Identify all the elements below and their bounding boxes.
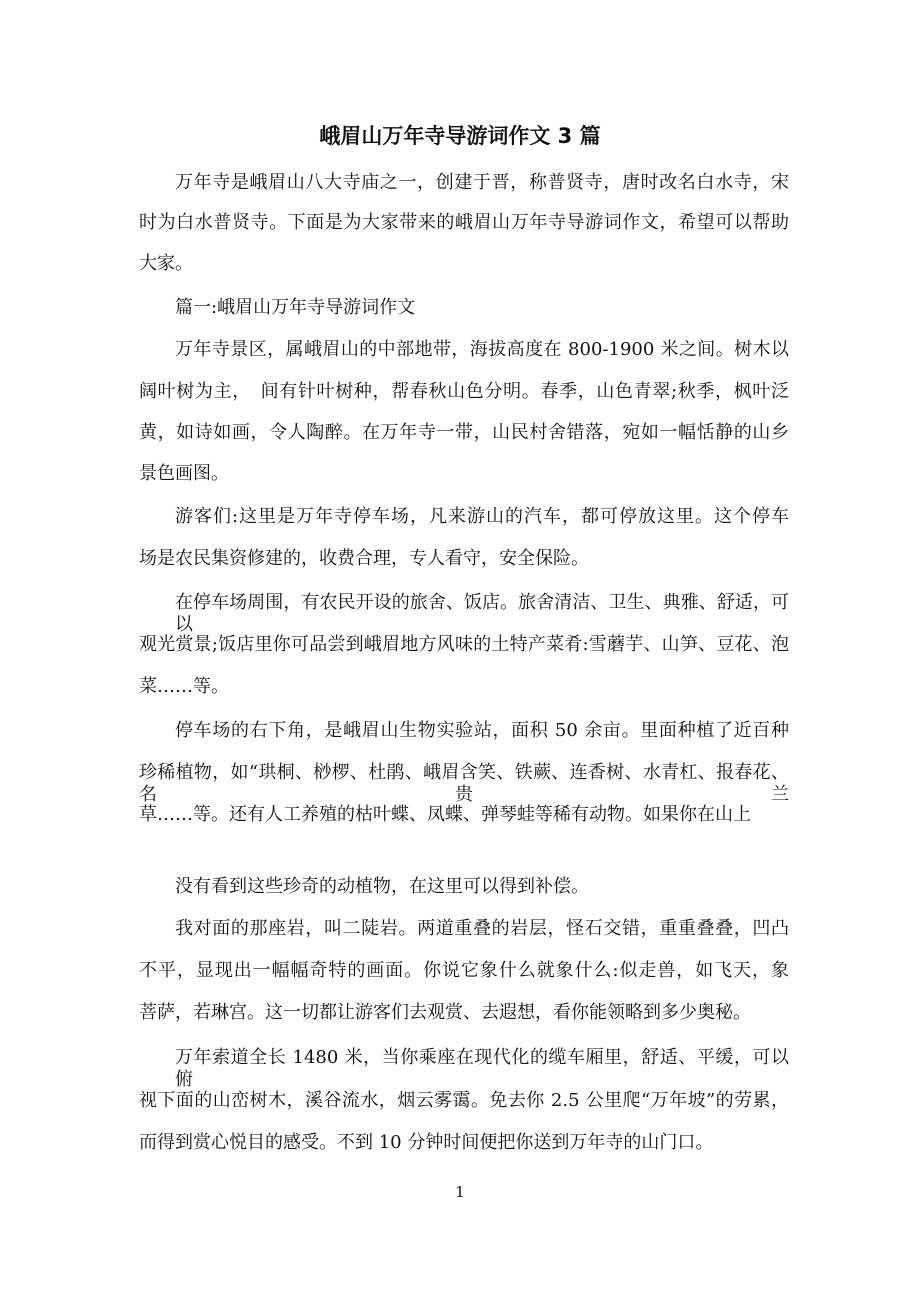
- paragraph-line: 篇一:峨眉山万年寺导游词作文: [175, 297, 416, 318]
- paragraph-line: 没有看到这些珍奇的动植物，在这里可以得到补偿。: [175, 876, 589, 897]
- paragraph-line: 视下面的山峦树木，溪谷流水，烟云雾霭。免去你 2.5 公里爬“万年坡”的劳累，: [139, 1090, 789, 1111]
- paragraph-line: 菩萨，若琳宫。这一切都让游客们去观赏、去遐想，看你能领略到多少奥秘。: [139, 1002, 751, 1023]
- paragraph-line: 时为白水普贤寺。下面是为大家带来的峨眉山万年寺导游词作文，希望可以帮助: [139, 212, 789, 233]
- paragraph-line: 我对面的那座岩，叫二陡岩。两道重叠的岩层，怪石交错，重重叠叠，凹凸: [175, 918, 789, 939]
- document-title: 峨眉山万年寺导游词作文 3 篇: [319, 124, 601, 148]
- paragraph-line: 停车场的右下角，是峨眉山生物实验站，面积 50 余亩。里面种植了近百种: [175, 720, 789, 741]
- paragraph-line: 不平，显现出一幅幅奇特的画面。你说它象什么就象什么:似走兽，如飞天，象: [139, 960, 789, 981]
- paragraph-line: 珍稀植物，如“珙桐、桫椤、杜鹃、峨眉含笑、铁蕨、连香树、水青杠、报春花、名贵兰: [139, 762, 789, 805]
- paragraph-line: 大家。: [139, 253, 193, 274]
- paragraph-line: 万年寺是峨眉山八大寺庙之一，创建于晋，称普贤寺，唐时改名白水寺，宋: [175, 172, 789, 193]
- paragraph-line: 而得到赏心悦目的感受。不到 10 分钟时间便把你送到万年寺的山门口。: [139, 1132, 714, 1153]
- paragraph-line: 在停车场周围，有农民开设的旅舍、饭店。旅舍清洁、卫生、典雅、舒适，可以: [175, 592, 789, 635]
- paragraph-line: 万年寺景区，属峨眉山的中部地带，海拔高度在 800-1900 米之间。树木以: [175, 339, 789, 360]
- paragraph-line: 景色画图。: [139, 463, 229, 484]
- paragraph-line: 菜……等。: [139, 676, 229, 697]
- page-number: 1: [455, 1183, 465, 1201]
- paragraph-line: 场是农民集资修建的，收费合理，专人看守，安全保险。: [139, 548, 589, 569]
- paragraph-line: 游客们:这里是万年寺停车场，凡来游山的汽车，都可停放这里。这个停车: [175, 506, 789, 527]
- paragraph-line: 万年索道全长 1480 米，当你乘座在现代化的缆车厢里，舒适、平缓，可以俯: [175, 1047, 789, 1090]
- paragraph-line: 黄，如诗如画，令人陶醉。在万年寺一带，山民村舍错落，宛如一幅恬静的山乡: [139, 422, 789, 443]
- paragraph-line: 阔叶树为主， 间有针叶树种，帮春秋山色分明。春季，山色青翠;秋季，枫叶泛: [139, 381, 789, 402]
- paragraph-line: 观光赏景;饭店里你可品尝到峨眉地方风味的土特产菜肴:雪蘑芋、山笋、豆花、泡: [139, 634, 789, 655]
- paragraph-line: 草……等。还有人工养殖的枯叶蝶、凤蝶、弹琴蛙等稀有动物。如果你在山上: [139, 804, 751, 825]
